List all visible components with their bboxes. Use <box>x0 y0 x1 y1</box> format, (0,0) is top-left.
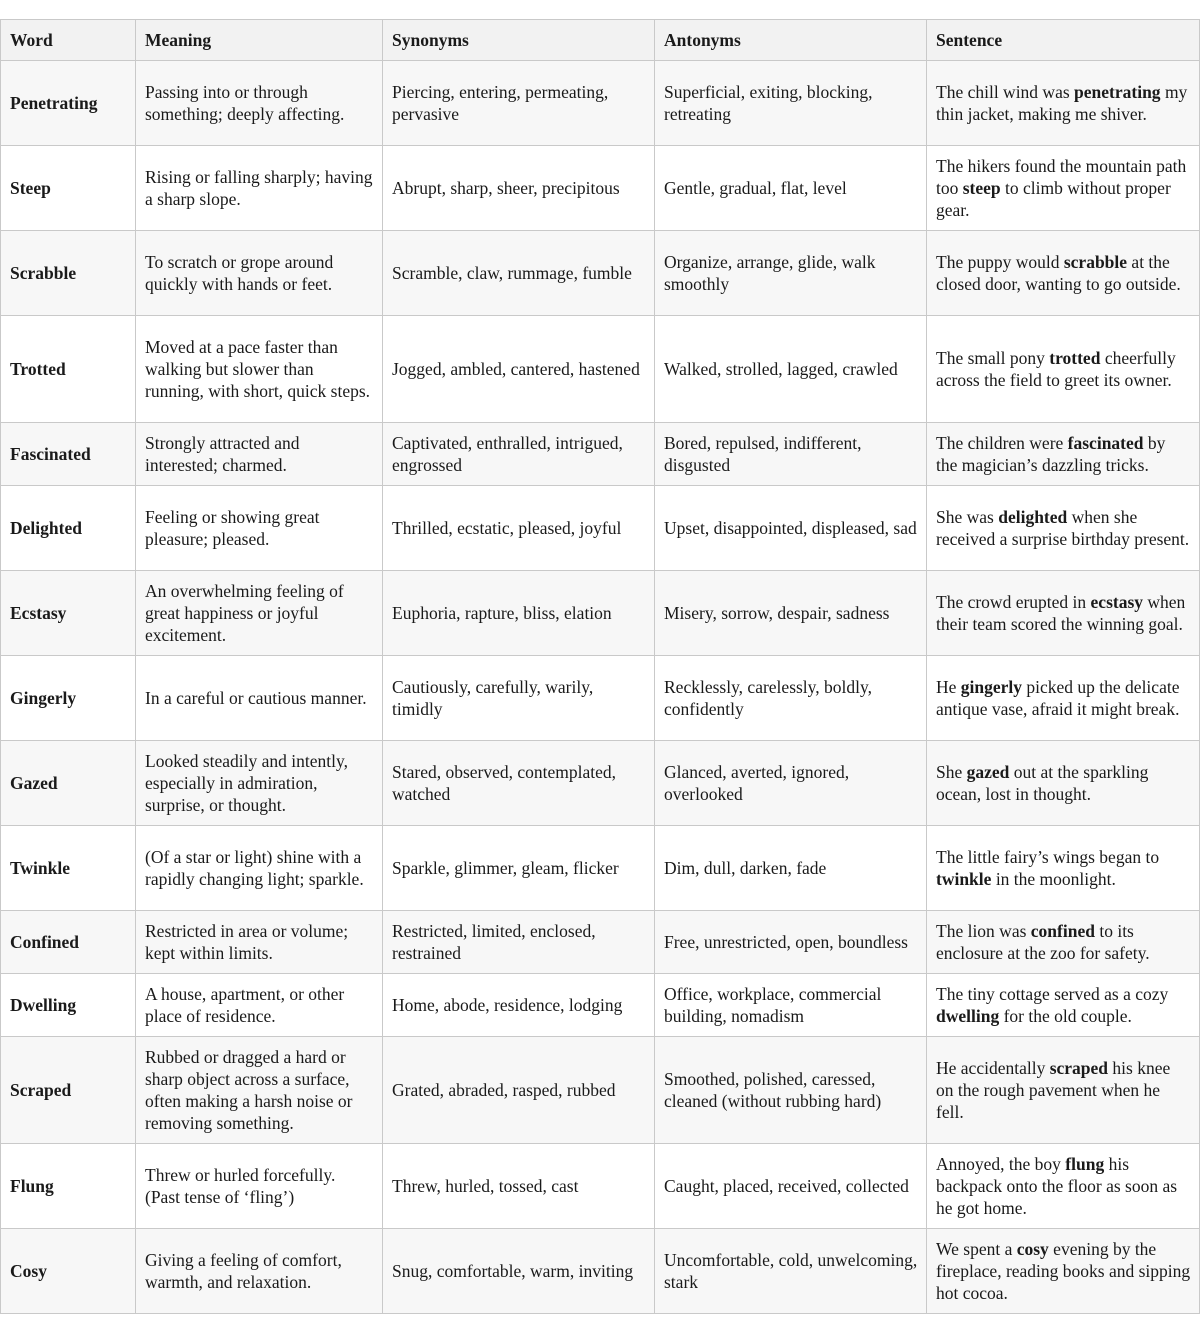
table-row <box>1 1144 1200 1229</box>
sentence-keyword: gingerly <box>960 677 1023 697</box>
cell-synonyms: Grated, abraded, rasped, rubbed <box>383 1037 655 1144</box>
table-row <box>1 656 1200 741</box>
sentence-text: his knee on the rough pavement when he fell. <box>936 1058 1171 1122</box>
cell-sentence <box>927 656 1200 741</box>
cell-antonyms: Upset, disappointed, displeased, sad <box>655 486 927 571</box>
cell-word: Confined <box>1 911 136 974</box>
cell-synonyms: Home, abode, residence, lodging <box>383 974 655 1037</box>
cell-synonyms: Captivated, enthralled, intrigued, engrossed <box>383 423 655 486</box>
sentence-text: The chill wind was <box>936 82 1075 102</box>
cell-word: Flung <box>1 1144 136 1229</box>
table-row <box>1 1037 1200 1144</box>
sentence-text: The puppy would <box>936 252 1064 272</box>
sentence-keyword: cosy <box>1016 1239 1049 1259</box>
sentence-text: Annoyed, the boy <box>936 1154 1066 1174</box>
cell-word: Scraped <box>1 1037 136 1144</box>
vocabulary-table <box>0 19 1200 1314</box>
cell-antonyms: Uncomfortable, cold, unwelcoming, stark <box>655 1229 927 1314</box>
sentence-text: cheerfully across the field to greet its owner. <box>936 348 1176 390</box>
sentence-text: my thin jacket, making me shiver. <box>936 82 1188 124</box>
sentence-keyword: scraped <box>1049 1058 1109 1078</box>
table-row <box>1 316 1200 423</box>
cell-word: Fascinated <box>1 423 136 486</box>
cell-sentence <box>927 571 1200 656</box>
cell-antonyms: Misery, sorrow, despair, sadness <box>655 571 927 656</box>
table-row <box>1 826 1200 911</box>
cell-synonyms: Thrilled, ecstatic, pleased, joyful <box>383 486 655 571</box>
sentence-keyword: dwelling <box>936 1006 1000 1026</box>
cell-word: Scrabble <box>1 231 136 316</box>
cell-meaning: Restricted in area or volume; kept within limits. <box>136 911 383 974</box>
cell-antonyms: Dim, dull, darken, fade <box>655 826 927 911</box>
cell-meaning: A house, apartment, or other place of residence. <box>136 974 383 1037</box>
cell-meaning: Rising or falling sharply; having a sharp slope. <box>136 146 383 231</box>
cell-word: Penetrating <box>1 61 136 146</box>
table-row <box>1 146 1200 231</box>
sentence-keyword: flung <box>1065 1154 1105 1174</box>
table-row <box>1 486 1200 571</box>
sentence-keyword: penetrating <box>1074 82 1161 102</box>
sentence-text: evening by the fireplace, reading books and sipping hot cocoa. <box>936 1239 1191 1303</box>
cell-sentence <box>927 1229 1200 1314</box>
sentence-text: in the moonlight. <box>991 869 1116 889</box>
cell-antonyms: Glanced, averted, ignored, overlooked <box>655 741 927 826</box>
sentence-text: We spent a <box>936 1239 1017 1259</box>
sentence-text: The children were <box>936 433 1068 453</box>
table-row <box>1 423 1200 486</box>
sentence-keyword: twinkle <box>936 869 992 889</box>
header-row <box>1 20 1200 61</box>
cell-sentence <box>927 911 1200 974</box>
vocabulary-table-container <box>0 19 1200 1314</box>
sentence-text: The small pony <box>936 348 1050 368</box>
cell-meaning: Looked steadily and intently, especially in admiration, surprise, or thought. <box>136 741 383 826</box>
cell-meaning: Passing into or through something; deeply affecting. <box>136 61 383 146</box>
sentence-text: picked up the delicate antique vase, afraid it might break. <box>936 677 1180 719</box>
cell-synonyms: Stared, observed, contemplated, watched <box>383 741 655 826</box>
sentence-text: to its enclosure at the zoo for safety. <box>936 921 1150 963</box>
cell-sentence <box>927 423 1200 486</box>
table-row <box>1 911 1200 974</box>
cell-sentence <box>927 741 1200 826</box>
header-sentence: Sentence <box>927 20 1200 61</box>
table-body <box>1 61 1200 1314</box>
cell-synonyms: Sparkle, glimmer, gleam, flicker <box>383 826 655 911</box>
sentence-keyword: trotted <box>1049 348 1101 368</box>
header-meaning: Meaning <box>136 20 383 61</box>
cell-meaning: Strongly attracted and interested; charmed. <box>136 423 383 486</box>
cell-word: Delighted <box>1 486 136 571</box>
sentence-text: when she received a surprise birthday present. <box>936 507 1190 549</box>
cell-antonyms: Gentle, gradual, flat, level <box>655 146 927 231</box>
header-synonyms: Synonyms <box>383 20 655 61</box>
header-word: Word <box>1 20 136 61</box>
cell-synonyms: Restricted, limited, enclosed, restrained <box>383 911 655 974</box>
cell-meaning: To scratch or grope around quickly with hands or feet. <box>136 231 383 316</box>
cell-meaning: In a careful or cautious manner. <box>136 656 383 741</box>
cell-sentence <box>927 1144 1200 1229</box>
cell-antonyms: Organize, arrange, glide, walk smoothly <box>655 231 927 316</box>
cell-sentence <box>927 146 1200 231</box>
table-header <box>1 20 1200 61</box>
cell-sentence <box>927 826 1200 911</box>
cell-sentence <box>927 486 1200 571</box>
sentence-text: for the old couple. <box>999 1006 1132 1026</box>
cell-word: Cosy <box>1 1229 136 1314</box>
cell-synonyms: Threw, hurled, tossed, cast <box>383 1144 655 1229</box>
cell-antonyms: Superficial, exiting, blocking, retreating <box>655 61 927 146</box>
cell-word: Gazed <box>1 741 136 826</box>
cell-antonyms: Smoothed, polished, caressed, cleaned (without rubbing hard) <box>655 1037 927 1144</box>
sentence-text: He accidentally <box>936 1058 1050 1078</box>
sentence-text: The crowd erupted in <box>936 592 1091 612</box>
sentence-text: The little fairy’s wings began to <box>936 847 1160 867</box>
cell-word: Steep <box>1 146 136 231</box>
cell-meaning: Threw or hurled forcefully. (Past tense of ‘fling’) <box>136 1144 383 1229</box>
cell-sentence <box>927 316 1200 423</box>
cell-synonyms: Piercing, entering, permeating, pervasive <box>383 61 655 146</box>
cell-meaning: Moved at a pace faster than walking but slower than running, with short, quick steps. <box>136 316 383 423</box>
sentence-text: The lion was <box>936 921 1031 941</box>
cell-antonyms: Caught, placed, received, collected <box>655 1144 927 1229</box>
cell-synonyms: Scramble, claw, rummage, fumble <box>383 231 655 316</box>
cell-antonyms: Bored, repulsed, indifferent, disgusted <box>655 423 927 486</box>
cell-sentence <box>927 231 1200 316</box>
sentence-text: out at the sparkling ocean, lost in thought. <box>936 762 1149 804</box>
sentence-text: when their team scored the winning goal. <box>936 592 1186 634</box>
sentence-text: The hikers found the mountain path too <box>936 156 1187 198</box>
header-antonyms: Antonyms <box>655 20 927 61</box>
cell-meaning: Rubbed or dragged a hard or sharp object across a surface, often making a harsh noise or removing something. <box>136 1037 383 1144</box>
cell-sentence <box>927 1037 1200 1144</box>
sentence-keyword: scrabble <box>1063 252 1128 272</box>
cell-antonyms: Office, workplace, commercial building, nomadism <box>655 974 927 1037</box>
table-row <box>1 231 1200 316</box>
sentence-keyword: gazed <box>966 762 1010 782</box>
cell-word: Ecstasy <box>1 571 136 656</box>
sentence-text: by the magician’s dazzling tricks. <box>936 433 1166 475</box>
sentence-text: He <box>936 677 961 697</box>
cell-word: Twinkle <box>1 826 136 911</box>
cell-meaning: An overwhelming feeling of great happiness or joyful excitement. <box>136 571 383 656</box>
table-row <box>1 61 1200 146</box>
cell-synonyms: Jogged, ambled, cantered, hastened <box>383 316 655 423</box>
table-row <box>1 1229 1200 1314</box>
cell-antonyms: Walked, strolled, lagged, crawled <box>655 316 927 423</box>
sentence-keyword: ecstasy <box>1090 592 1144 612</box>
table-row <box>1 974 1200 1037</box>
cell-meaning: Giving a feeling of comfort, warmth, and relaxation. <box>136 1229 383 1314</box>
cell-sentence <box>927 974 1200 1037</box>
sentence-keyword: confined <box>1030 921 1095 941</box>
cell-synonyms: Abrupt, sharp, sheer, precipitous <box>383 146 655 231</box>
table-row <box>1 741 1200 826</box>
sentence-text: to climb without proper gear. <box>936 178 1171 220</box>
sentence-keyword: delighted <box>998 507 1068 527</box>
cell-antonyms: Free, unrestricted, open, boundless <box>655 911 927 974</box>
cell-meaning: (Of a star or light) shine with a rapidly changing light; sparkle. <box>136 826 383 911</box>
sentence-text: She <box>936 762 967 782</box>
cell-word: Dwelling <box>1 974 136 1037</box>
cell-meaning: Feeling or showing great pleasure; pleased. <box>136 486 383 571</box>
sentence-keyword: fascinated <box>1067 433 1144 453</box>
sentence-keyword: steep <box>962 178 1001 198</box>
cell-word: Trotted <box>1 316 136 423</box>
cell-synonyms: Euphoria, rapture, bliss, elation <box>383 571 655 656</box>
sentence-text: at the closed door, wanting to go outside. <box>936 252 1181 294</box>
sentence-text: his backpack onto the floor as soon as he got home. <box>936 1154 1178 1218</box>
table-row <box>1 571 1200 656</box>
sentence-text: The tiny cottage served as a cozy <box>936 984 1169 1004</box>
cell-synonyms: Cautiously, carefully, warily, timidly <box>383 656 655 741</box>
cell-antonyms: Recklessly, carelessly, boldly, confidently <box>655 656 927 741</box>
cell-word: Gingerly <box>1 656 136 741</box>
sentence-text: She was <box>936 507 999 527</box>
cell-synonyms: Snug, comfortable, warm, inviting <box>383 1229 655 1314</box>
cell-sentence <box>927 61 1200 146</box>
